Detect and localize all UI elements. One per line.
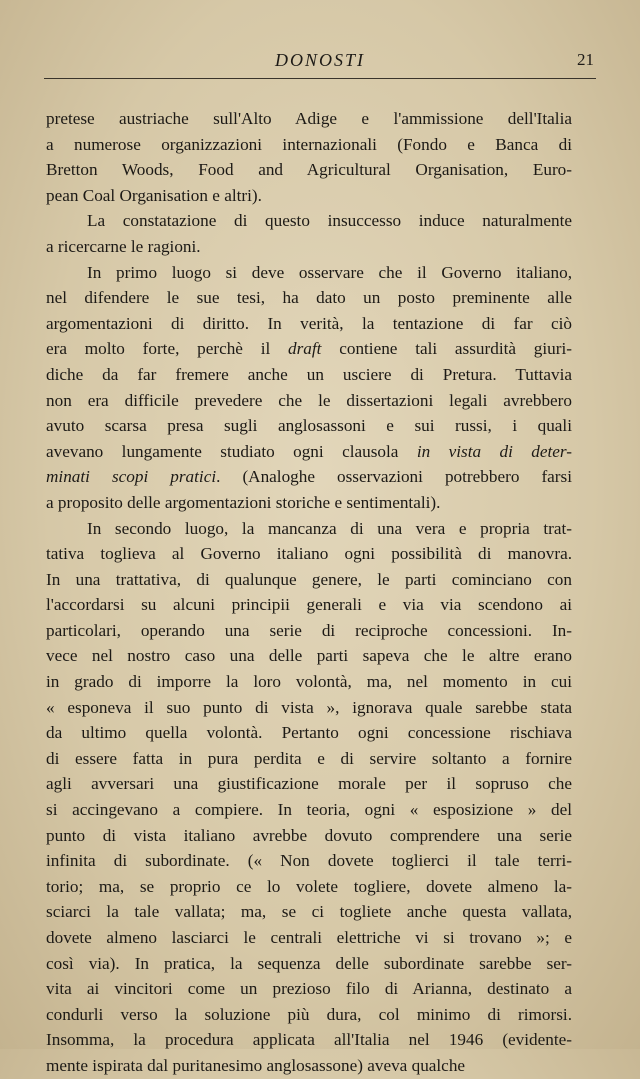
header-rule xyxy=(44,78,596,79)
text-line: « esponeva il suo punto di vista », ignorava quale sarebbe stata xyxy=(46,697,572,717)
text-line: condurli verso la soluzione più dura, col minimo di rimorsi. xyxy=(46,1004,572,1024)
text-line: pretese austriache sull'Alto Adige e l'ammissione dell'Italia xyxy=(46,109,572,128)
italic-segment: draft xyxy=(288,339,322,359)
text-line: sciarci la tale vallata; ma, se ci togliete anche questa vallata, xyxy=(46,902,572,922)
text-line: avuto scarsa presa sugli anglosassoni e sui russi, i quali xyxy=(46,416,572,436)
text-line: non era difficile prevedere che le dissertazioni legali avrebbero xyxy=(46,390,572,410)
text-segment: contiene tali assurdità giuri- xyxy=(321,339,572,359)
text-line: pean Coal Organisation e altri). xyxy=(46,185,262,205)
text-line: torio; ma, se proprio ce lo volete togliere, dovete almeno la- xyxy=(46,876,572,896)
text-line: punto di vista italiano avrebbe dovuto comprendere una serie xyxy=(46,825,572,845)
text-line xyxy=(46,464,572,490)
text-line: di essere fatta in pura perdita e di servire soltanto a fornire xyxy=(46,748,572,768)
text-line: dovete almeno lasciarci le centrali elettriche vi si trovano »; e xyxy=(46,928,572,947)
text-line: mente ispirata dal puritanesimo anglosassone) aveva qualche xyxy=(46,1055,466,1075)
italic-segment: in vista di deter- xyxy=(416,441,572,461)
text-line: particolari, operando una serie di reciproche concessioni. In- xyxy=(46,620,572,640)
text-line: vece nel nostro caso una delle parti sapeva che le altre erano xyxy=(46,646,572,666)
text-line: a numerose organizzazioni internazionali (Fondo e Banca di xyxy=(46,134,572,154)
text-line: argomentazioni di diritto. In verità, la tentazione di far ciò xyxy=(46,313,572,333)
italic-segment: minati scopi pratici xyxy=(46,467,217,487)
text-line: In secondo luogo, la mancanza di una vera e propria trat- xyxy=(87,518,572,538)
text-line: In primo luogo si deve osservare che il Governo italiano, xyxy=(87,262,572,282)
text-line: Insomma, la procedura applicata all'Italia nel 1946 (evidente- xyxy=(46,1030,572,1050)
text-line: in grado di imporre la loro volontà, ma, nel momento in cui xyxy=(46,672,572,692)
running-head xyxy=(46,48,594,74)
text-line xyxy=(46,439,572,465)
text-line: così via). In pratica, la sequenza delle subordinate sarebbe ser- xyxy=(46,953,572,973)
text-line: agli avversari una giustificazione morale per il sopruso che xyxy=(46,774,572,794)
text-line: diche da far fremere anche un usciere di Pretura. Tuttavia xyxy=(46,364,572,384)
text-segment: . (Analoghe osservazioni potrebbero farsi xyxy=(216,467,572,487)
running-title: DONOSTI xyxy=(274,50,365,70)
body-text xyxy=(46,106,572,1079)
text-line: tativa toglieva al Governo italiano ogni possibilità di manovra. xyxy=(46,544,572,564)
text-line: Bretton Woods, Food and Agricultural Organisation, Euro- xyxy=(46,160,572,180)
text-line: vita ai vincitori come un prezioso filo di Arianna, destinato a xyxy=(46,979,572,999)
text-line: La constatazione di questo insuccesso induce naturalmente xyxy=(87,211,572,231)
page-number: 21 xyxy=(577,50,594,69)
text-segment: era molto forte, perchè il xyxy=(46,339,289,359)
text-line: l'accordarsi su alcuni principii generali e via via scendono ai xyxy=(46,595,572,615)
text-line: infinita di subordinate. (« Non dovete toglierci il tale terri- xyxy=(46,851,572,871)
text-line: da ultimo quella volontà. Pertanto ogni concessione rischiava xyxy=(46,723,572,743)
text-line: a proposito delle argomentazioni storiche e sentimentali). xyxy=(46,492,441,512)
text-segment: avevano lungamente studiato ogni clausola xyxy=(46,441,417,461)
text-line: si accingevano a compiere. In teoria, ogni « esposizione » del xyxy=(46,800,572,820)
text-line: In una trattativa, di qualunque genere, le parti cominciano con xyxy=(46,569,572,589)
text-line: a ricercarne le ragioni. xyxy=(46,236,201,256)
text-line: nel difendere le sue tesi, ha dato un posto preminente alle xyxy=(46,288,572,308)
text-line xyxy=(46,336,572,362)
